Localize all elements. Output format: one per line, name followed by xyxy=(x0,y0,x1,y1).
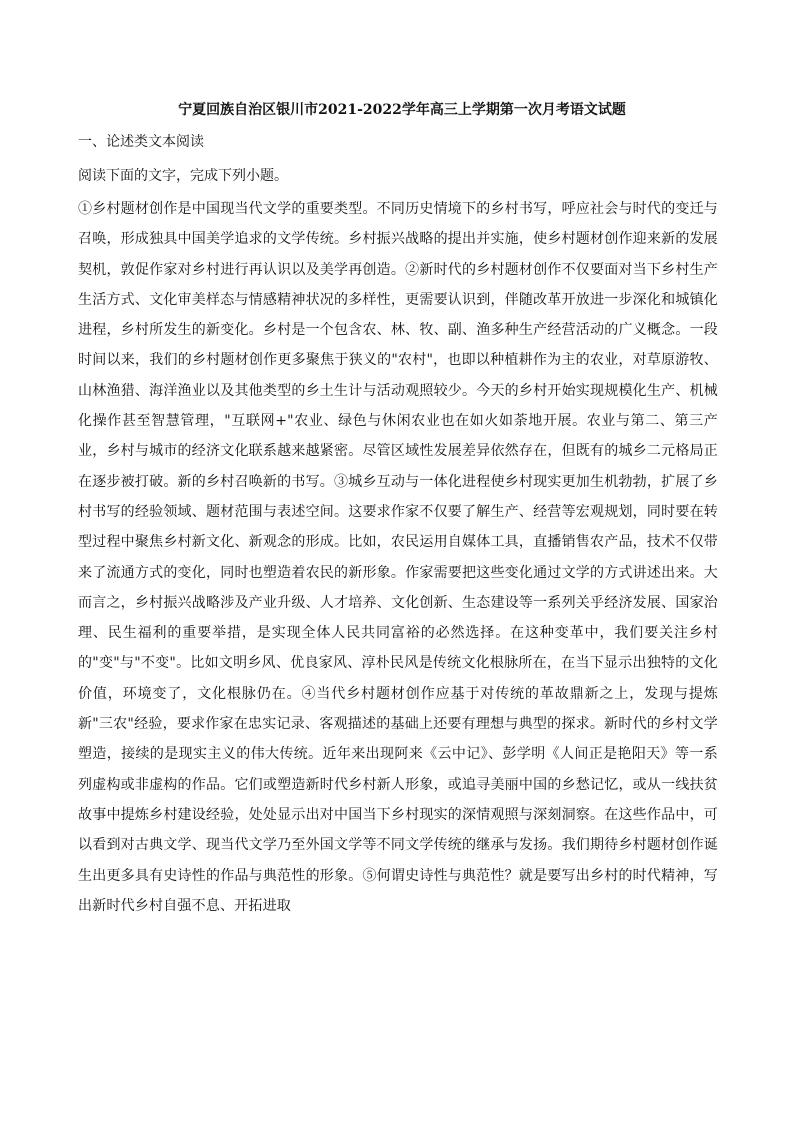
document-page xyxy=(78,100,718,921)
document-title: 宁夏回族自治区银川市2021-2022学年高三上学期第一次月考语文试题 xyxy=(178,102,626,118)
reading-instruction: 阅读下面的文字，完成下列小题。 xyxy=(78,168,288,184)
section-heading: 一、论述类文本阅读 xyxy=(78,134,204,150)
passage-paragraph: ①乡村题材创作是中国现当代文学的重要类型。不同历史情境下的乡村书写，呼应社会与时代的变迁与召唤，形成独具中国美学追求的文学传统。乡村振兴战略的提出并实施，使乡村题材创作迎来新的发展契机，敦促作家对乡村进行再认识以及美学再创造。②新时代的乡村题材创作不仅要面对当下乡村生产生活方式、文化审美样态与情感精神状况的多样性，更需要认识到，伴随改革开放进一步深化和城镇化进程，乡村所发生的新变化。乡村是一个包含农、林、牧、副、渔多种生产经营活动的广义概念。一段时间以来，我们的乡村题材创作更多聚焦于狭义的"农村"，也即以种植耕作为主的农业，对草原游牧、山林渔猎、海洋渔业以及其他类型的乡土生计与活动观照较少。今天的乡村开始实现规模化生产、机械化操作甚至智慧管理，"互联网+"农业、绿色与休闲农业也在如火如荼地开展。农业与第二、第三产业，乡村与城市的经济文化联系越来越紧密。尽管区域性发展差异依然存在，但既有的城乡二元格局正在逐步被打破。新的乡村召唤新的书写。③城乡互动与一体化进程使乡村现实更加生机勃勃，扩展了乡村书写的经验领域、题材范围与表述空间。这要求作家不仅要了解生产、经营等宏观规划，同时要在转型过程中聚焦乡村新文化、新观念的形成。比如，农民运用自媒体工具，直播销售农产品，技术不仅带来了流通方式的变化，同时也塑造着农民的新形象。作家需要把这些变化通过文学的方式讲述出来。大而言之，乡村振兴战略涉及产业升级、人才培养、文化创新、生态建设等一系列关乎经济发展、国家治理、民生福利的重要举措，是实现全体人民共同富裕的必然选择。在这种变革中，我们要关注乡村的"变"与"不变"。比如文明乡风、优良家风、淳朴民风是传统文化根脉所在，在当下显示出独特的文化价值，环境变了，文化根脉仍在。④当代乡村题材创作应基于对传统的革故鼎新之上，发现与提炼新"三农"经验，要求作家在忠实记录、客观描述的基础上还要有理想与典型的探求。新时代的乡村文学塑造，接续的是现实主义的伟大传统。近年来出现阿来《云中记》、彭学明《人间正是艳阳天》等一系列虚构或非虚构的作品。它们或塑造新时代乡村新人形象，或追寻美丽中国的乡愁记忆，或从一线扶贫故事中提炼乡村建设经验，处处显示出对中国当下乡村现实的深情观照与深刻洞察。在这些作品中，可以看到对古典文学、现当代文学乃至外国文学等不同文学传统的继承与发扬。我们期待乡村题材创作诞生出更多具有史诗性的作品与典范性的形象。⑤何谓史诗性与典范性？就是要写出乡村的时代精神，写出新时代乡村自强不息、开拓进取 xyxy=(78,201,718,914)
